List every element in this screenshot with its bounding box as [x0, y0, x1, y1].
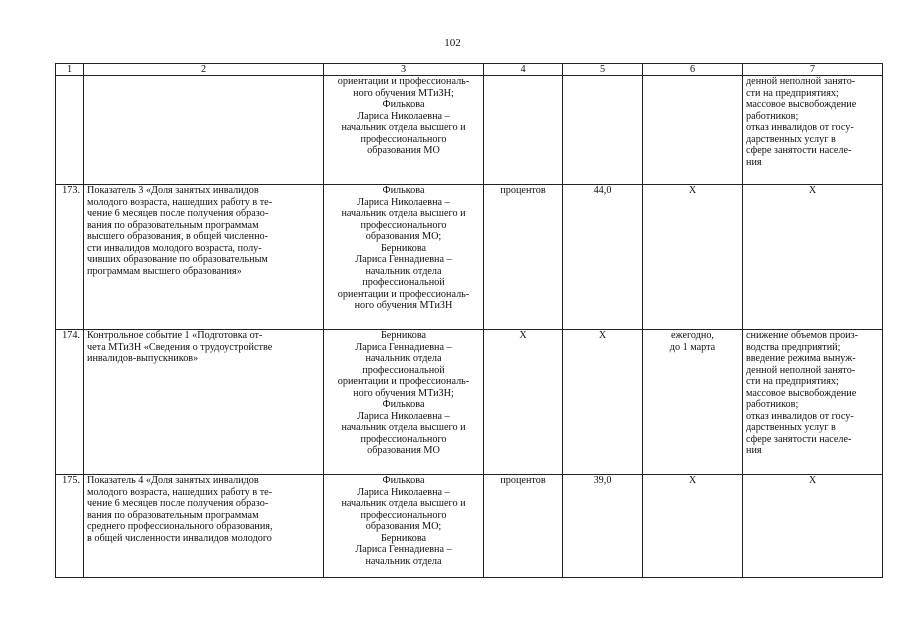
- responsible-cell-line: Лариса Николаевна –: [357, 486, 450, 498]
- deadline-cell: [643, 76, 743, 185]
- responsible-cell-line: профессионального: [360, 433, 447, 445]
- responsible-cell-line: Лариса Геннадиевна –: [355, 544, 452, 555]
- responsible-cell-line: Лариса Николаевна –: [357, 196, 450, 208]
- unit-cell: процентов: [484, 185, 563, 330]
- table-row: [56, 185, 883, 330]
- page-number: 102: [444, 37, 461, 49]
- responsible-cell-line: профессиональной: [362, 277, 445, 288]
- responsible-cell-line: начальник отдела: [365, 265, 442, 277]
- description-cell-line: в общей численности инвалидов молодого: [87, 532, 272, 544]
- responsible-cell-line: образования МО;: [365, 231, 442, 242]
- header-cell: 3: [324, 64, 484, 76]
- responsible-cell-line: начальник отдела: [365, 353, 442, 364]
- responsible-cell-line: Лариса Николаевна –: [357, 110, 450, 122]
- risks-cell-line: X: [808, 475, 817, 486]
- row-number: 175.: [56, 475, 84, 578]
- responsible-cell-line: профессионального: [360, 509, 447, 521]
- row-number: 173.: [56, 185, 84, 330]
- responsible-cell: [324, 475, 484, 578]
- table-row: [56, 475, 883, 578]
- description-cell-line: чета МТиЗН «Сведения о трудоустройстве: [87, 341, 273, 353]
- description-cell-line: вания по образовательным программам: [87, 509, 259, 521]
- responsible-cell-line: Лариса Геннадиевна –: [355, 254, 452, 265]
- risks-cell-line: сфере занятости населе-: [746, 433, 852, 445]
- responsible-cell-line: Филькова: [382, 185, 425, 196]
- row-number: [56, 76, 84, 185]
- header-cell: 7: [743, 64, 883, 76]
- risks-cell-line: работников;: [746, 110, 799, 122]
- unit-cell: [484, 76, 563, 185]
- responsible-cell-line: Филькова: [382, 399, 425, 410]
- responsible-cell-line: ориентации и профессиональ-: [337, 376, 470, 387]
- table-header-row: [56, 64, 883, 76]
- document-table: [55, 63, 883, 578]
- risks-cell-line: X: [808, 185, 817, 196]
- description-cell-line: молодого возраста, нашедших работу в те-: [87, 486, 273, 498]
- responsible-cell-line: ориентации и профессиональ-: [337, 76, 470, 87]
- risks-cell-line: сти на предприятиях;: [746, 87, 839, 99]
- responsible-cell-line: Лариса Геннадиевна –: [355, 341, 452, 353]
- unit-cell: процентов: [484, 475, 563, 578]
- description-cell: [84, 76, 324, 185]
- responsible-cell-line: профессиональной: [362, 364, 445, 376]
- responsible-cell-line: Лариса Николаевна –: [357, 410, 450, 422]
- unit-cell: X: [484, 330, 563, 475]
- deadline-cell: [643, 330, 743, 475]
- risks-cell-line: денной неполной занято-: [746, 76, 856, 87]
- risks-cell: [743, 475, 883, 578]
- value-cell: [563, 76, 643, 185]
- risks-cell-line: отказ инвалидов от госу-: [746, 122, 854, 133]
- responsible-cell-line: начальник отдела высшего и: [341, 122, 466, 133]
- table-row: [56, 330, 883, 475]
- responsible-cell: [324, 185, 484, 330]
- risks-cell-line: водства предприятий;: [746, 341, 841, 353]
- risks-cell-line: работников;: [746, 399, 799, 410]
- risks-cell-line: ния: [746, 445, 762, 456]
- risks-cell-line: сти на предприятиях;: [746, 376, 839, 387]
- description-cell-line: сти инвалидов молодого возраста, полу-: [87, 242, 262, 254]
- responsible-cell-line: ного обучения МТиЗН: [354, 300, 453, 311]
- responsible-cell-line: ориентации и профессиональ-: [337, 288, 470, 300]
- responsible-cell: [324, 76, 484, 185]
- risks-cell-line: отказ инвалидов от госу-: [746, 410, 854, 422]
- description-cell-line: вания по образовательным программам: [87, 219, 259, 231]
- description-cell-line: Контрольное событие 1 «Подготовка от-: [87, 330, 263, 341]
- responsible-cell-line: ного обучения МТиЗН;: [353, 87, 454, 99]
- header-cell: 5: [563, 64, 643, 76]
- description-cell-line: инвалидов-выпускников»: [87, 353, 199, 364]
- description-cell-line: чение 6 месяцев после получения образо-: [87, 208, 269, 219]
- risks-cell: [743, 76, 883, 185]
- risks-cell-line: денной неполной занято-: [746, 364, 856, 376]
- deadline-cell-line: X: [688, 475, 697, 486]
- risks-cell-line: снижение объемов произ-: [746, 330, 859, 341]
- responsible-cell-line: начальник отдела высшего и: [341, 208, 466, 219]
- risks-cell-line: массовое высвобождение: [746, 99, 857, 110]
- responsible-cell-line: образования МО: [367, 445, 440, 456]
- row-number: 174.: [56, 330, 84, 475]
- description-cell-line: чение 6 месяцев после получения образо-: [87, 498, 269, 509]
- risks-cell: [743, 330, 883, 475]
- risks-cell-line: дарственных услуг в: [746, 422, 836, 433]
- value-cell: 44,0: [563, 185, 643, 330]
- responsible-cell-line: начальник отдела: [365, 555, 442, 567]
- risks-cell: [743, 185, 883, 330]
- responsible-cell: [324, 330, 484, 475]
- deadline-cell-line: до 1 марта: [669, 341, 716, 353]
- deadline-cell: [643, 475, 743, 578]
- header-cell: 2: [84, 64, 324, 76]
- deadline-cell-line: X: [688, 185, 697, 196]
- header-cell: 1: [56, 64, 84, 76]
- description-cell: [84, 185, 324, 330]
- responsible-cell-line: Берникова: [380, 330, 427, 341]
- responsible-cell-line: профессионального: [360, 219, 447, 231]
- description-cell-line: Показатель 3 «Доля занятых инвалидов: [87, 185, 259, 196]
- description-cell: [84, 475, 324, 578]
- risks-cell-line: введение режима вынуж-: [746, 353, 856, 364]
- deadline-cell-line: ежегодно,: [671, 330, 714, 341]
- responsible-cell-line: Филькова: [382, 475, 425, 486]
- responsible-cell-line: ного обучения МТиЗН;: [353, 387, 454, 399]
- responsible-cell-line: профессионального: [360, 133, 447, 145]
- responsible-cell-line: образования МО: [367, 145, 440, 156]
- header-cell: 6: [643, 64, 743, 76]
- description-cell-line: чивших образование по образовательным: [87, 254, 268, 265]
- risks-cell-line: массовое высвобождение: [746, 387, 857, 399]
- table-row: [56, 76, 883, 185]
- description-cell-line: программам высшего образования»: [87, 265, 242, 277]
- description-cell-line: молодого возраста, нашедших работу в те-: [87, 196, 273, 208]
- responsible-cell-line: Берникова: [380, 242, 427, 254]
- description-cell-line: высшего образования, в общей численно-: [87, 231, 269, 242]
- description-cell-line: Показатель 4 «Доля занятых инвалидов: [87, 475, 259, 486]
- deadline-cell: [643, 185, 743, 330]
- description-cell-line: среднего профессионального образования,: [87, 521, 273, 532]
- risks-cell-line: сфере занятости населе-: [746, 145, 852, 156]
- responsible-cell-line: Филькова: [382, 99, 425, 110]
- responsible-cell-line: Берникова: [380, 532, 427, 544]
- header-cell: 4: [484, 64, 563, 76]
- responsible-cell-line: начальник отдела высшего и: [341, 422, 466, 433]
- responsible-cell-line: образования МО;: [365, 521, 442, 532]
- risks-cell-line: дарственных услуг в: [746, 133, 836, 145]
- value-cell: X: [563, 330, 643, 475]
- responsible-cell-line: начальник отдела высшего и: [341, 498, 466, 509]
- description-cell: [84, 330, 324, 475]
- value-cell: 39,0: [563, 475, 643, 578]
- risks-cell-line: ния: [746, 156, 762, 168]
